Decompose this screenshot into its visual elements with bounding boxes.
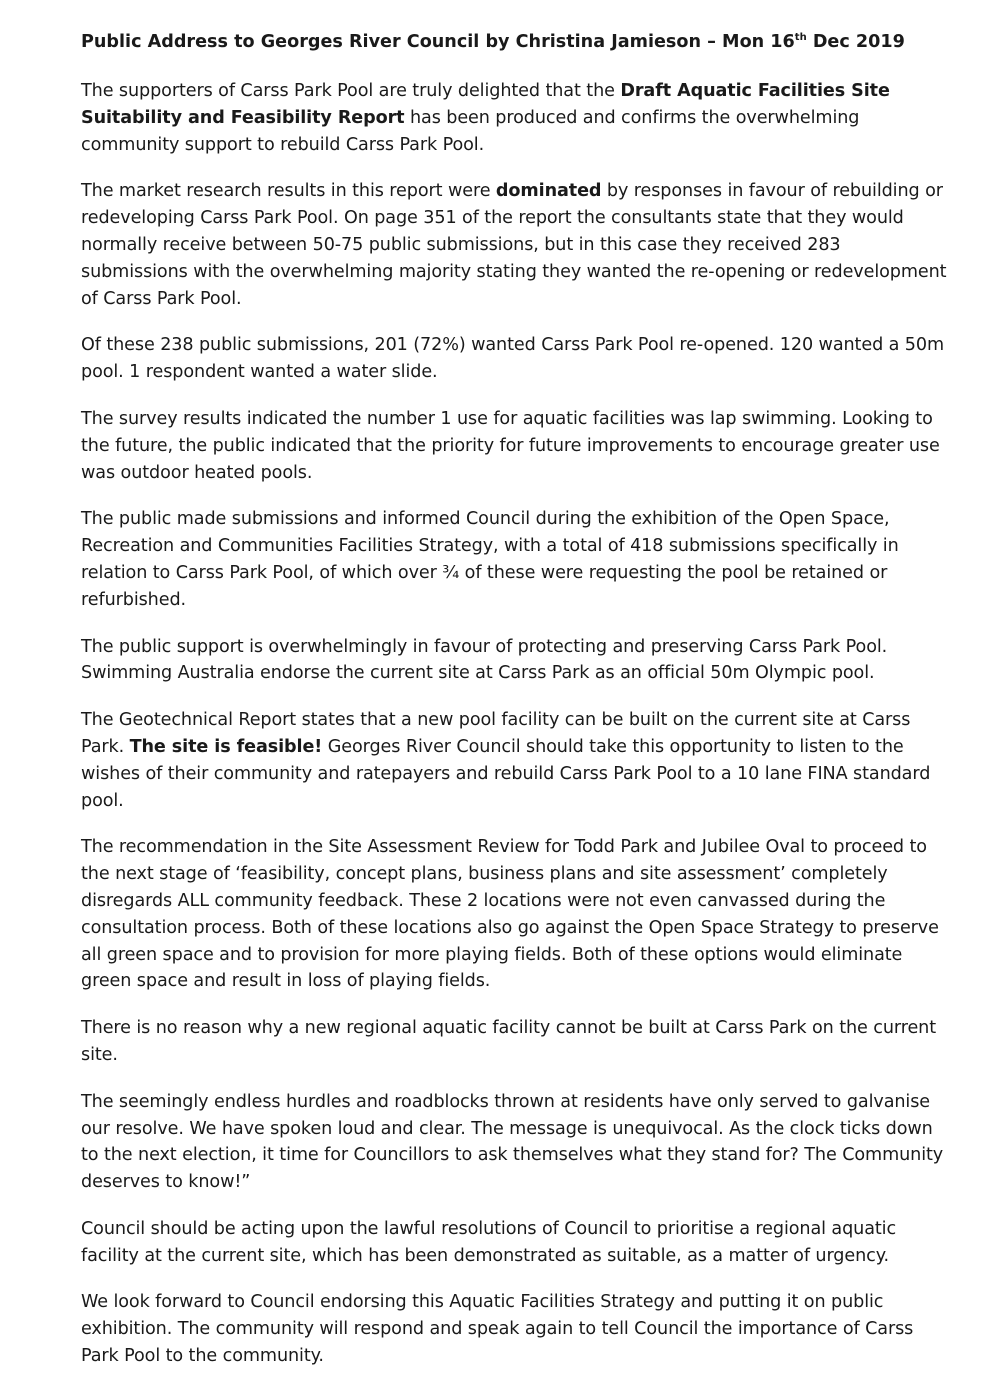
paragraph-p10 xyxy=(81,1089,951,1196)
paragraph-p8 xyxy=(81,834,951,995)
paragraph-p6 xyxy=(81,634,951,688)
paragraph-p9 xyxy=(81,1015,951,1069)
emphasis-text: The site is feasible! xyxy=(129,736,323,757)
paragraph-text: We look forward to Council endorsing this Aquatic Facilities Strategy and putting it on public exhibition. The community will respond and speak again to tell Council the importance of Carss Park Pool to the community. xyxy=(81,1292,914,1367)
paragraph-p4 xyxy=(81,406,951,486)
title-date-tail: Dec 2019 xyxy=(806,32,905,52)
document-body xyxy=(81,78,951,1370)
paragraph-text: by responses in favour of rebuilding or redeveloping Carss Park Pool. On page 351 of the report the consultants state that they would normally receive between 50-75 public submissions, but in this case they received 283 submissions with the overwhelming majority stating they wanted the re-opening or redevelopment of Carss Park Pool. xyxy=(81,181,947,309)
paragraph-p5 xyxy=(81,506,951,613)
paragraph-text: The market research results in this report were xyxy=(81,181,496,202)
paragraph-p12 xyxy=(81,1289,951,1369)
paragraph-text: Council should be acting upon the lawful resolutions of Council to prioritise a regional aquatic facility at the current site, which has been demonstrated as suitable, as a matter of urgency. xyxy=(81,1218,897,1266)
paragraph-text: The supporters of Carss Park Pool are truly delighted that the xyxy=(81,81,621,101)
paragraph-p3 xyxy=(81,332,951,386)
page-title xyxy=(81,30,951,55)
paragraph-text: The Geotechnical Report states that a new pool facility can be built on the current site at Carss Park. xyxy=(81,710,911,757)
paragraph-text: Of these 238 public submissions, 201 (72%) wanted Carss Park Pool re-opened. 120 wanted a 50m pool. 1 respondent wanted a water slide. xyxy=(81,335,945,383)
paragraph-text: The survey results indicated the number 1 use for aquatic facilities was lap swimming. Looking to the future, the public indicated that the priority for future improvements to encourage greater use was outdoor heated pools. xyxy=(81,408,940,483)
document-page xyxy=(81,30,951,1390)
paragraph-p2 xyxy=(81,178,951,312)
paragraph-text: The public made submissions and informed Council during the exhibition of the Open Space, Recreation and Communities Facilities Strategy, with a total of 418 submissions specifically in relation to Carss Park Pool, of which over ¾ of these were requesting the pool be retained or refurbished. xyxy=(81,509,899,610)
paragraph-text: The public support is overwhelmingly in favour of protecting and preserving Carss Park Pool. Swimming Australia endorse the current site at Carss Park as an official 50m Olympic pool. xyxy=(81,636,888,684)
paragraph-text: has been produced and confirms the overwhelming community support to rebuild Carss Park Pool. xyxy=(81,107,860,155)
paragraph-text: The recommendation in the Site Assessment Review for Todd Park and Jubilee Oval to proceed to the next stage of ‘feasibility, concept plans, business plans and site assessment’ completely disregards ALL community feedback. These 2 locations were not even canvassed during the consultation process. Both of these locations also go against the Open Space Strategy to preserve all green space and to provision for more playing fields. Both of these options would eliminate green space and result in loss of playing fields. xyxy=(81,837,939,992)
paragraph-p1 xyxy=(81,78,951,158)
title-text: Public Address to Georges River Council by Christina Jamieson – Mon 16 xyxy=(81,32,795,52)
paragraph-text: The seemingly endless hurdles and roadblocks thrown at residents have only served to galvanise our resolve. We have spoken loud and clear. The message is unequivocal. As the clock ticks down to the next election, it time for Councillors to ask themselves what they stand for? The Community deserves to know!” xyxy=(81,1091,944,1193)
paragraph-text: There is no reason why a new regional aquatic facility cannot be built at Carss Park on the current site. xyxy=(81,1018,937,1065)
emphasis-text: dominated xyxy=(495,181,602,202)
paragraph-p7 xyxy=(81,707,951,814)
paragraph-p11 xyxy=(81,1216,951,1270)
title-ordinal-suffix: th xyxy=(794,32,807,44)
emphasis-text: Draft Aquatic Facilities Site Suitability and Feasibility Report xyxy=(81,81,890,128)
paragraph-text: Georges River Council should take this opportunity to listen to the wishes of their community and ratepayers and rebuild Carss Park Pool to a 10 lane FINA standard pool. xyxy=(81,736,931,811)
